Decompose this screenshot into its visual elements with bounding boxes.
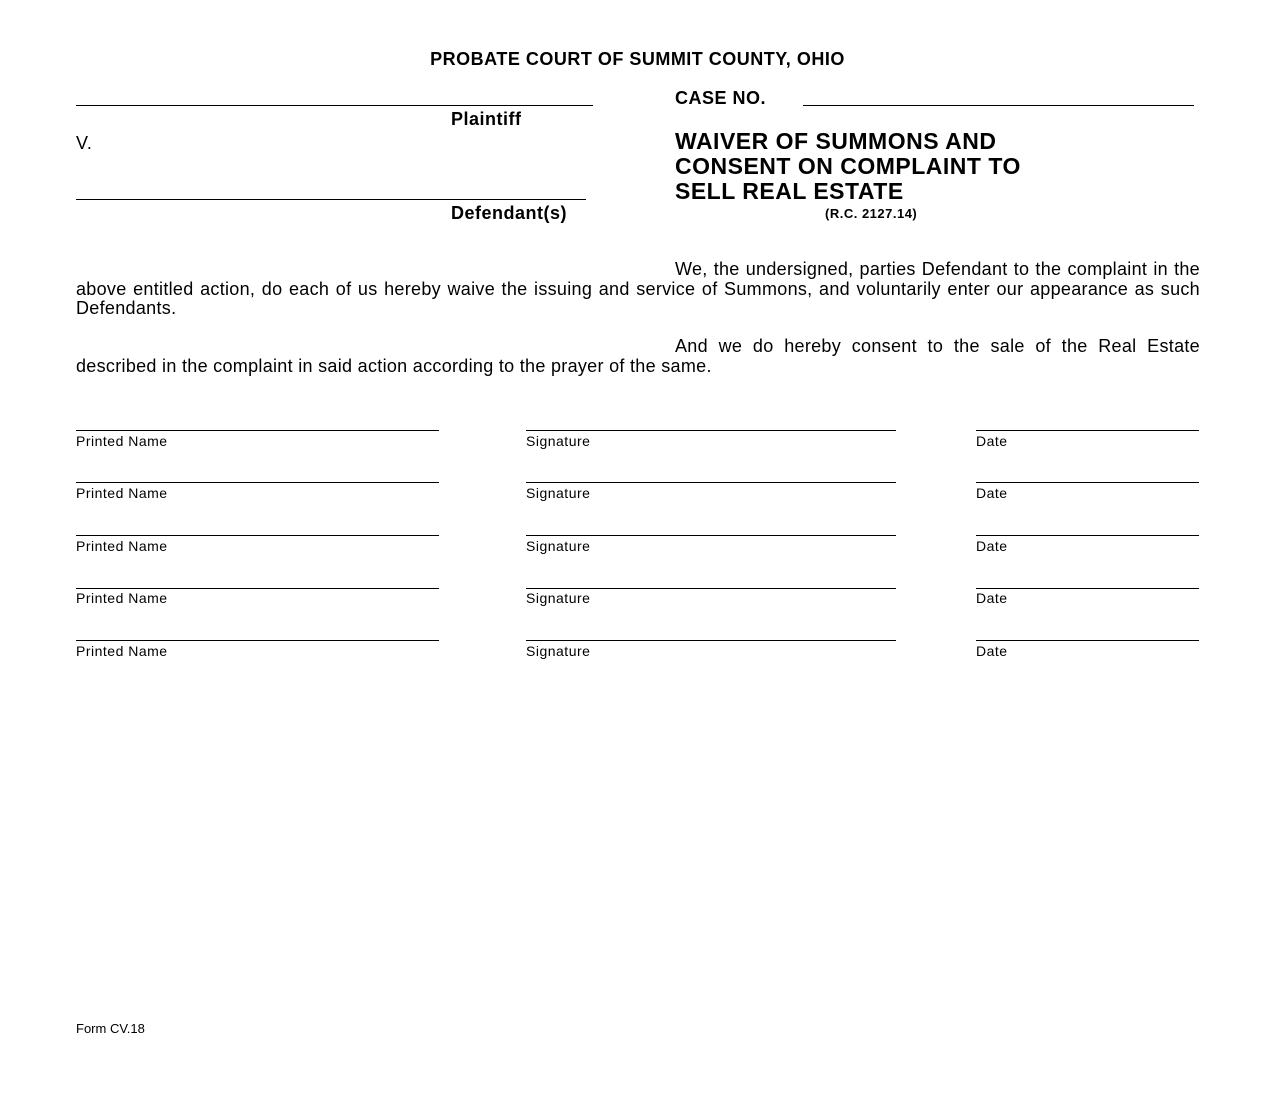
printed-name-line[interactable] <box>76 430 439 431</box>
signature-line[interactable] <box>526 430 896 431</box>
signature-label: Signature <box>526 590 591 606</box>
waiver-paragraph <box>76 260 1200 319</box>
case-no-field[interactable] <box>803 105 1194 106</box>
form-title <box>675 129 1195 204</box>
printed-name-label: Printed Name <box>76 485 168 501</box>
date-line[interactable] <box>976 482 1199 483</box>
signature-label: Signature <box>526 433 591 449</box>
court-title: PROBATE COURT OF SUMMIT COUNTY, OHIO <box>430 49 845 69</box>
date-label: Date <box>976 538 1008 554</box>
printed-name-line[interactable] <box>76 588 439 589</box>
signature-line[interactable] <box>526 482 896 483</box>
form-title-line-2: CONSENT ON COMPLAINT TO <box>675 153 1021 179</box>
consent-text: And we do hereby consent to the sale of the Real Estate described in the complaint in said action according to the prayer of the same. <box>76 336 1200 376</box>
consent-paragraph <box>76 337 1200 376</box>
date-label: Date <box>976 485 1008 501</box>
signature-label: Signature <box>526 485 591 501</box>
printed-name-label: Printed Name <box>76 643 168 659</box>
plaintiff-name-line[interactable] <box>76 105 593 106</box>
printed-name-label: Printed Name <box>76 590 168 606</box>
printed-name-label: Printed Name <box>76 433 168 449</box>
form-number: Form CV.18 <box>76 1021 145 1036</box>
date-line[interactable] <box>976 535 1199 536</box>
form-title-line-3: SELL REAL ESTATE <box>675 178 904 204</box>
date-label: Date <box>976 590 1008 606</box>
printed-name-line[interactable] <box>76 482 439 483</box>
signature-line[interactable] <box>526 588 896 589</box>
date-line[interactable] <box>976 640 1199 641</box>
signature-line[interactable] <box>526 640 896 641</box>
date-label: Date <box>976 433 1008 449</box>
signature-line[interactable] <box>526 535 896 536</box>
signature-label: Signature <box>526 538 591 554</box>
date-line[interactable] <box>976 588 1199 589</box>
case-no-label: CASE NO. <box>675 88 767 108</box>
statute-reference: (R.C. 2127.14) <box>825 206 918 221</box>
form-title-line-1: WAIVER OF SUMMONS AND <box>675 128 997 154</box>
waiver-text: We, the undersigned, parties Defendant to the complaint in the above entitled action, do each of us hereby waive the issuing and service of Summons, and voluntarily enter our appearance as such Defendants. <box>76 259 1200 318</box>
defendant-label: Defendant(s) <box>451 203 568 223</box>
versus-label: V. <box>76 133 93 153</box>
printed-name-line[interactable] <box>76 535 439 536</box>
date-label: Date <box>976 643 1008 659</box>
defendant-name-line[interactable] <box>76 199 586 200</box>
plaintiff-label: Plaintiff <box>451 109 522 129</box>
printed-name-line[interactable] <box>76 640 439 641</box>
printed-name-label: Printed Name <box>76 538 168 554</box>
date-line[interactable] <box>976 430 1199 431</box>
signature-label: Signature <box>526 643 591 659</box>
